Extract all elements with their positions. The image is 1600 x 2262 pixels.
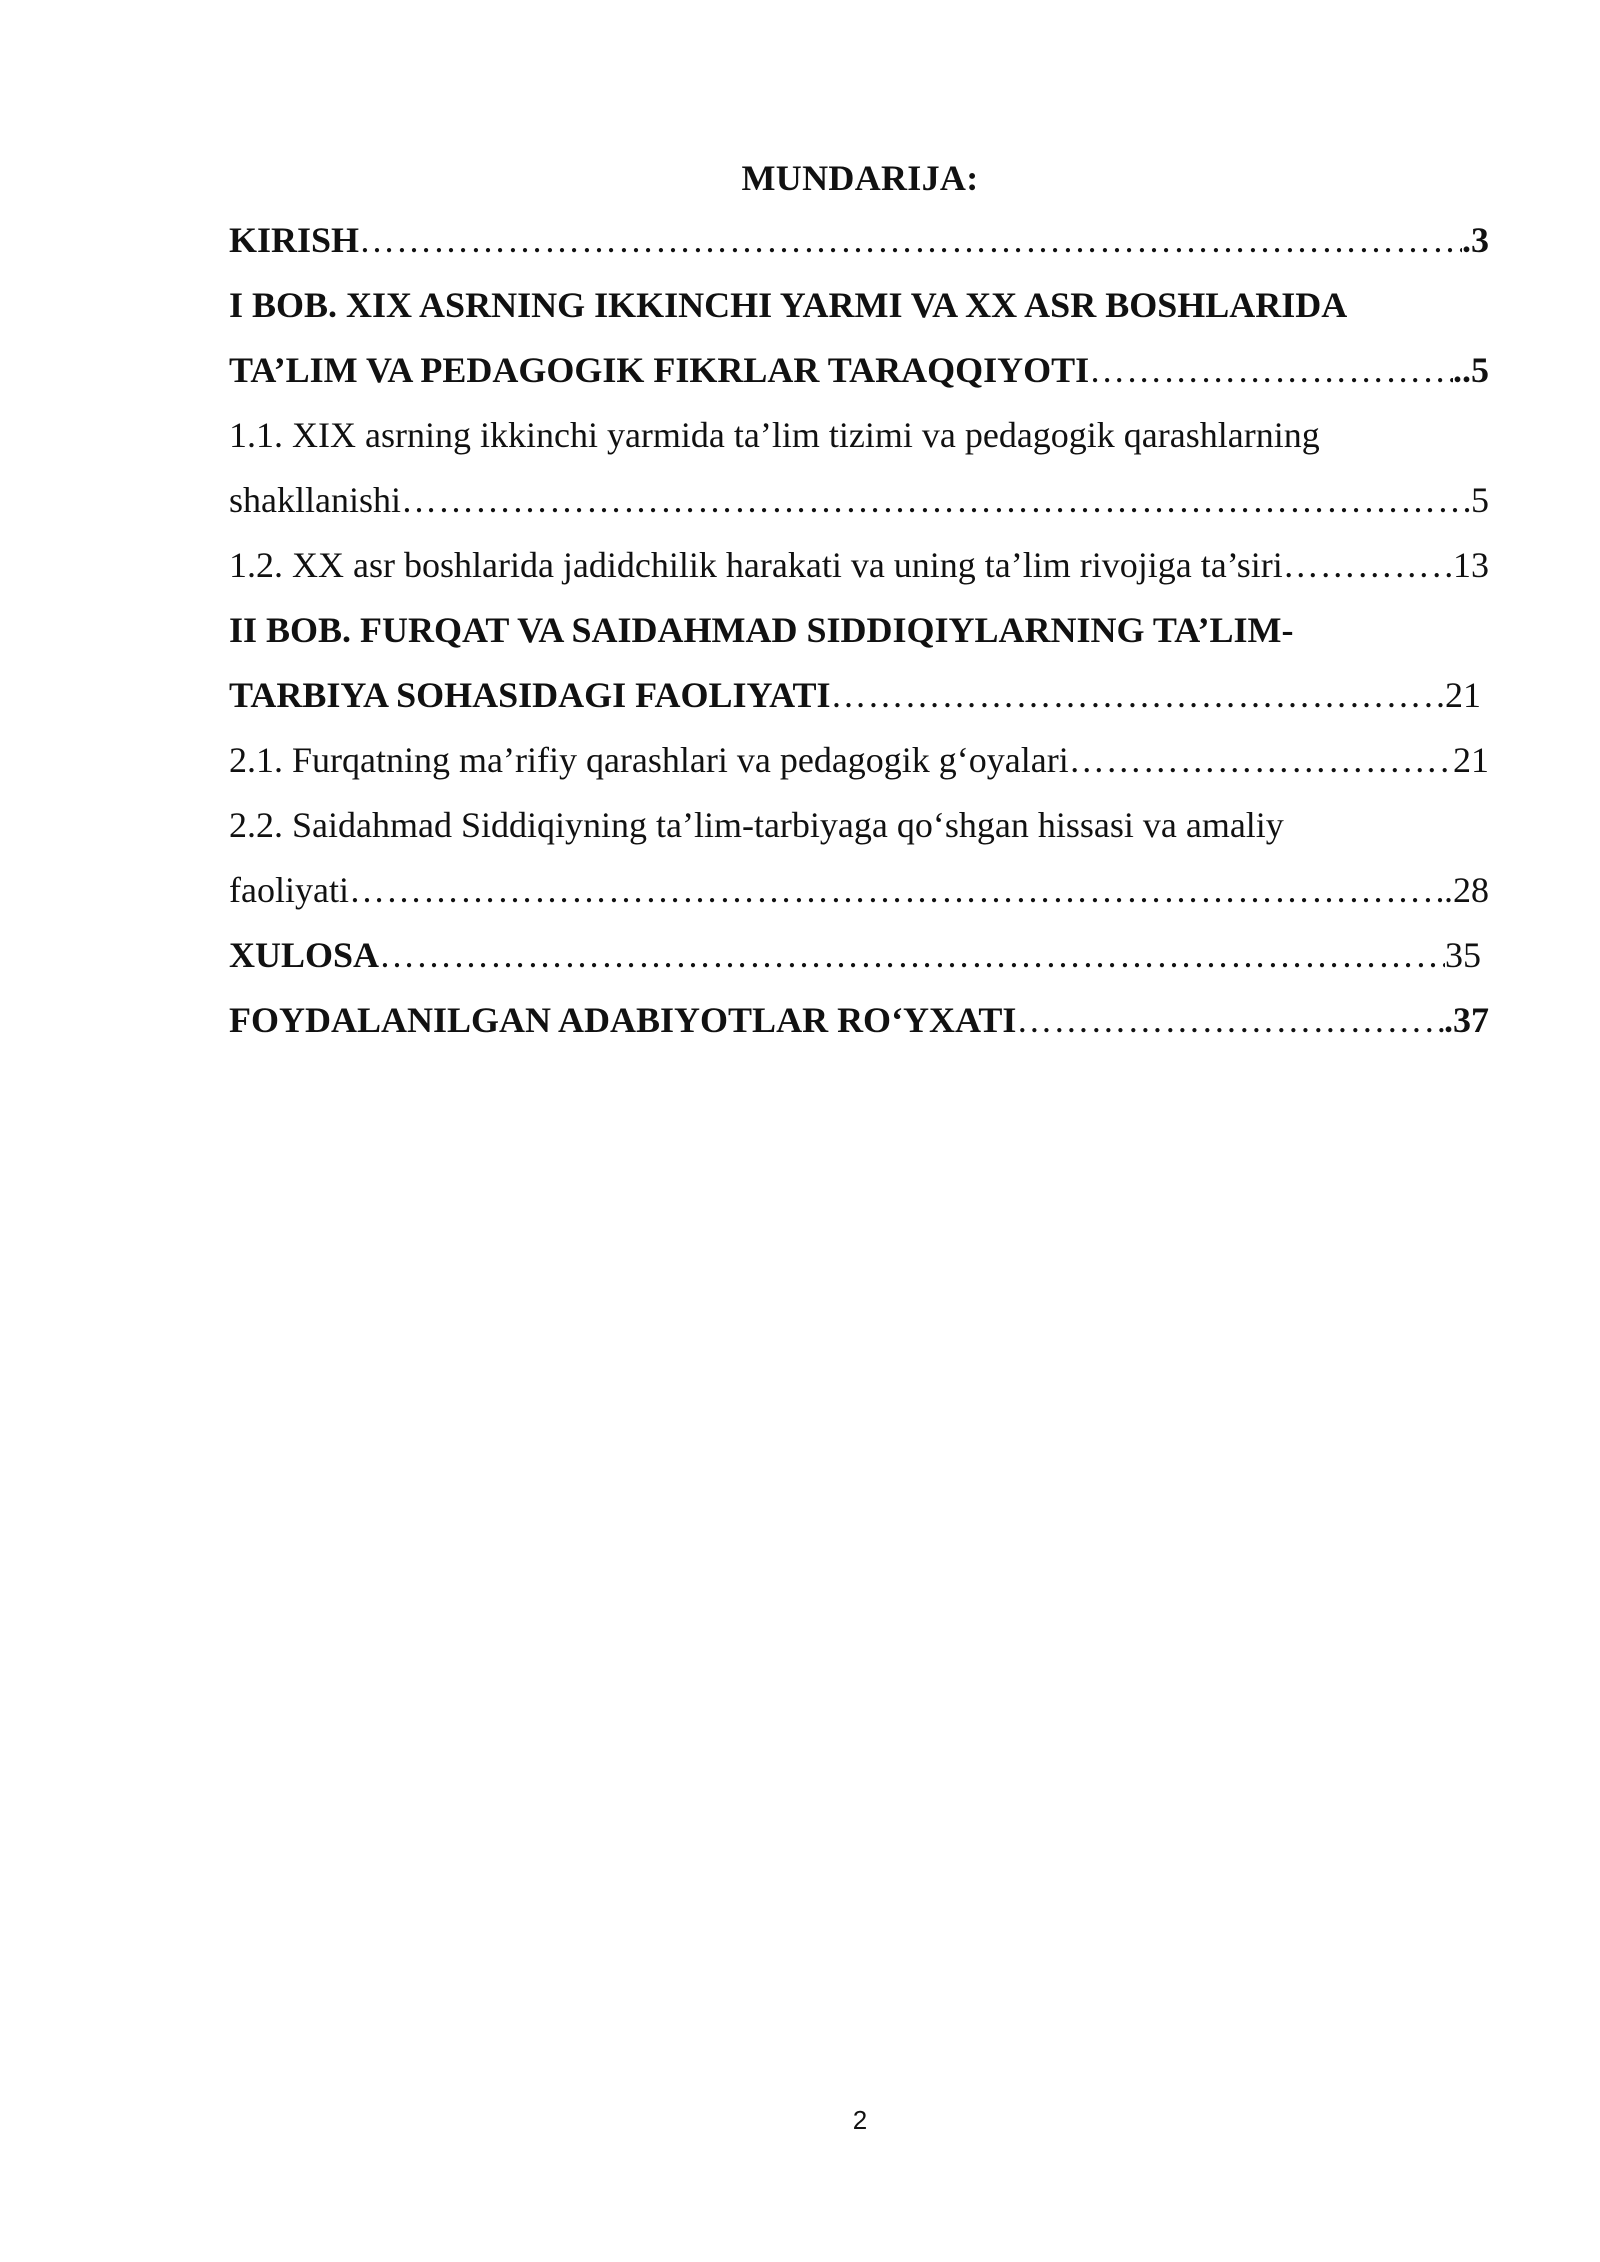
leader-dots — [1283, 533, 1453, 598]
leader-dots — [359, 208, 1462, 273]
toc-entry-bob1-title: I BOB. XIX ASRNING IKKINCHI YARMI VA XX ASR BOSHLARIDA — [229, 285, 1348, 325]
toc-entry-1-2-page: 13 — [1453, 545, 1489, 585]
toc-entry-1-1-line2[interactable] — [229, 468, 1489, 533]
toc-title: MUNDARIJA: — [741, 158, 979, 198]
toc-entry-2-1-page: 21 — [1453, 740, 1489, 780]
toc-entry-xulosa-page: 35 — [1445, 935, 1481, 975]
leader-dots — [401, 468, 1471, 533]
toc-entry-2-2-line2[interactable] — [229, 858, 1489, 923]
toc-entry-2-2-title-cont: faoliyati — [229, 870, 349, 910]
toc-entry-bob1-title-cont: TA’LIM VA PEDAGOGIK FIKRLAR TARAQQIYOTI — [229, 350, 1090, 390]
toc-entry-1-2[interactable] — [229, 533, 1489, 598]
page-number: 2 — [852, 2105, 868, 2135]
toc-entry-adabiyotlar[interactable] — [229, 988, 1489, 1053]
toc-entry-2-2-page: .28 — [1444, 870, 1489, 910]
toc-entry-bob1-line2[interactable] — [229, 338, 1489, 403]
leader-dots — [1016, 988, 1444, 1053]
toc-entry-xulosa[interactable] — [229, 923, 1481, 988]
leader-dots — [379, 923, 1445, 988]
toc-entry-adabiyotlar-text: FOYDALANILGAN ADABIYOTLAR RO‘YXATI — [229, 1000, 1017, 1040]
toc-entry-bob2-line2[interactable] — [229, 663, 1481, 728]
leader-dots — [831, 663, 1445, 728]
toc-entry-1-1-page: 5 — [1471, 480, 1489, 520]
toc-entry-2-2-title: 2.2. Saidahmad Siddiqiyning ta’lim-tarbiyaga qo‘shgan hissasi va amaliy — [229, 805, 1284, 845]
toc-entry-bob2-title: II BOB. FURQAT VA SAIDAHMAD SIDDIQIYLARNING TA’LIM- — [229, 610, 1294, 650]
toc-entry-1-1-title: 1.1. XIX asrning ikkinchi yarmida ta’lim tizimi va pedagogik qarashlarning — [229, 415, 1320, 455]
toc-entry-kirish-page: .3 — [1462, 220, 1489, 260]
leader-dots — [1069, 728, 1453, 793]
toc-entry-2-2-line1[interactable] — [229, 793, 1489, 858]
toc-entry-2-1[interactable] — [229, 728, 1489, 793]
toc-entry-bob1-page: ..5 — [1453, 350, 1489, 390]
toc-entry-kirish[interactable] — [229, 208, 1489, 273]
toc-entry-bob1-line1[interactable] — [229, 273, 1489, 338]
toc-entry-1-2-title: 1.2. XX asr boshlarida jadidchilik harakati va uning ta’lim rivojiga ta’siri — [229, 545, 1283, 585]
table-of-contents — [229, 208, 1489, 1053]
toc-entry-1-1-line1[interactable] — [229, 403, 1489, 468]
leader-dots — [349, 858, 1444, 923]
toc-entry-1-1-title-cont: shakllanishi — [229, 480, 401, 520]
toc-entry-2-1-title: 2.1. Furqatning ma’rifiy qarashlari va pedagogik g‘oyalari — [229, 740, 1069, 780]
toc-entry-bob2-title-cont: TARBIYA SOHASIDAGI FAOLIYATI — [229, 675, 831, 715]
leader-dots — [1089, 338, 1453, 403]
toc-entry-adabiyotlar-page: .37 — [1444, 1000, 1489, 1040]
toc-entry-bob2-line1[interactable] — [229, 598, 1489, 663]
toc-entry-kirish-text: KIRISH — [229, 220, 360, 260]
toc-entry-bob2-page: 21 — [1445, 675, 1481, 715]
toc-entry-xulosa-text: XULOSA — [229, 935, 380, 975]
